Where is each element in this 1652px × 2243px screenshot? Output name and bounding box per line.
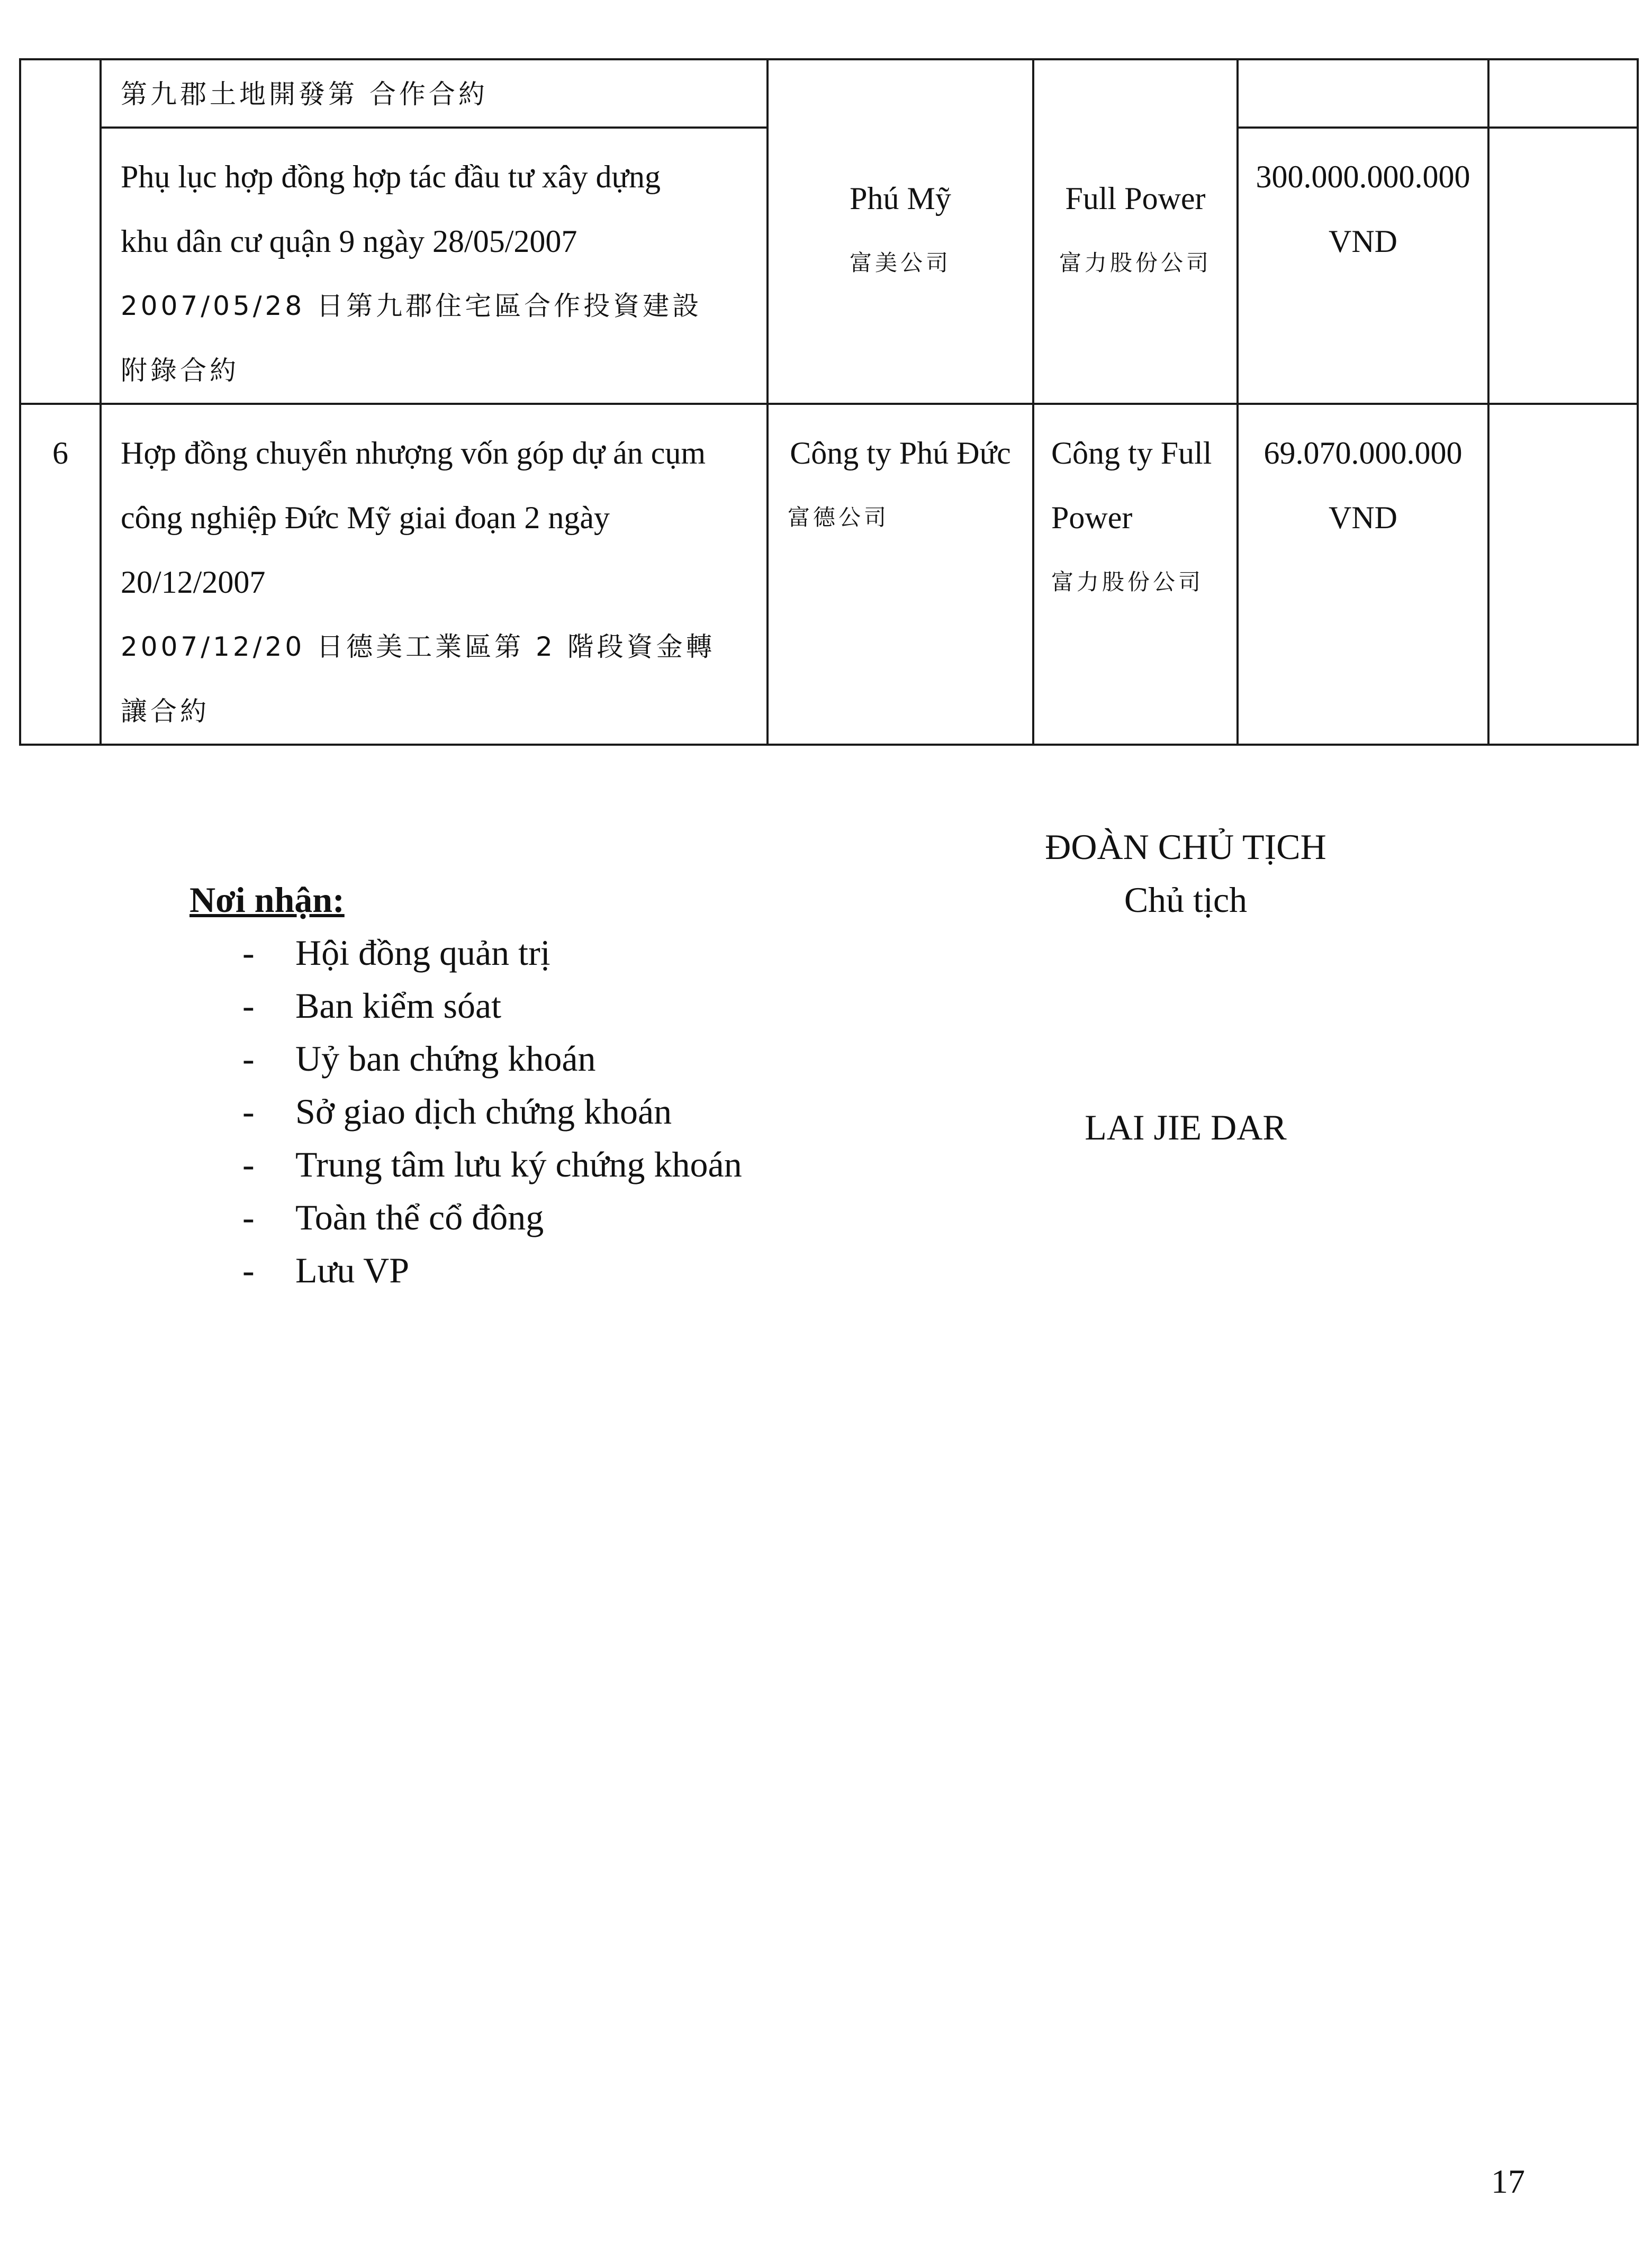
contract-title-cjk: 第九郡土地開發第 合作合約 <box>121 79 488 110</box>
party-b-name-line2: Power <box>1051 500 1133 535</box>
row-number-cell <box>20 404 101 745</box>
desc-line-cjk: 2007/05/28 日第九郡住宅區合作投資建設 <box>121 291 702 321</box>
description-cell <box>101 128 768 404</box>
recipient-label: Hội đồng quản trị <box>295 933 550 973</box>
list-dash: - <box>242 933 255 973</box>
party-a-cell <box>768 59 1033 404</box>
desc-line: khu dân cư quận 9 ngày 28/05/2007 <box>121 224 577 259</box>
list-dash: - <box>242 1091 255 1132</box>
recipient-label: Toàn thể cổ đông <box>295 1197 544 1237</box>
amount-currency: VND <box>1329 500 1397 535</box>
party-b-name: Full Power <box>1065 181 1206 216</box>
recipient-label: Trung tâm lưu ký chứng khoán <box>295 1144 742 1184</box>
recipient-label: Lưu VP <box>295 1250 410 1290</box>
amount-cell <box>1238 404 1488 745</box>
desc-line: 20/12/2007 <box>121 565 266 600</box>
recipients-list <box>189 926 742 1297</box>
party-b-name-cjk: 富力股份公司 <box>1051 569 1204 595</box>
amount-cell-top <box>1238 59 1488 128</box>
description-cell <box>101 404 768 745</box>
row-number: 6 <box>52 436 68 471</box>
list-dash: - <box>242 985 255 1026</box>
list-item <box>189 1032 742 1085</box>
party-a-name-cjk: 富美公司 <box>849 250 951 276</box>
description-cell <box>101 59 768 128</box>
list-item <box>189 926 742 979</box>
amount-cell <box>1238 128 1488 404</box>
row-number-cell <box>20 59 101 404</box>
desc-line-cjk: 讓合約 <box>121 696 210 727</box>
party-b-cell <box>1033 59 1238 404</box>
list-dash: - <box>242 1144 255 1184</box>
list-item <box>189 1085 742 1138</box>
recipient-label: Ban kiểm sóat <box>295 985 502 1026</box>
list-dash: - <box>242 1197 255 1237</box>
party-a-name-cjk: 富德公司 <box>788 504 890 530</box>
list-item <box>189 979 742 1032</box>
party-b-cell <box>1033 404 1238 745</box>
party-a-name: Phú Mỹ <box>850 181 951 216</box>
signature-org: ĐOÀN CHỦ TỊCH <box>1045 827 1326 867</box>
desc-line-cjk: 2007/12/20 日德美工業區第 2 階段資金轉 <box>121 631 716 662</box>
recipients-heading: Nơi nhận: <box>189 880 345 920</box>
party-a-cell <box>768 404 1033 745</box>
recipient-label: Sở giao dịch chứng khoán <box>295 1091 672 1132</box>
amount-value: 69.070.000.000 <box>1263 436 1463 471</box>
desc-line: Hợp đồng chuyển nhượng vốn góp dự án cụm <box>121 436 706 471</box>
note-cell <box>1488 404 1638 745</box>
signatory-name: LAI JIE DAR <box>1085 1107 1287 1147</box>
amount-currency: VND <box>1329 224 1397 259</box>
list-dash: - <box>242 1038 255 1079</box>
party-a-name: Công ty Phú Đức <box>790 436 1011 471</box>
list-item <box>189 1244 742 1297</box>
note-cell-top <box>1488 59 1638 128</box>
recipient-label: Uỷ ban chứng khoán <box>295 1038 596 1079</box>
table-row <box>20 404 1638 745</box>
desc-line-cjk: 附錄合約 <box>121 355 239 386</box>
list-dash: - <box>242 1250 255 1290</box>
list-item <box>189 1138 742 1191</box>
party-b-name-line1: Công ty Full <box>1051 436 1212 471</box>
page-number: 17 <box>1491 2163 1525 2200</box>
desc-line: công nghiệp Đức Mỹ giai đoạn 2 ngày <box>121 500 610 535</box>
list-item <box>189 1191 742 1244</box>
desc-line: Phụ lục hợp đồng hợp tác đầu tư xây dựng <box>121 159 661 194</box>
note-cell <box>1488 128 1638 404</box>
amount-value: 300.000.000.000 <box>1256 159 1470 194</box>
party-b-name-cjk: 富力股份公司 <box>1059 250 1212 276</box>
table-row <box>20 59 1638 128</box>
contracts-table <box>19 58 1639 746</box>
signature-role: Chủ tịch <box>1124 880 1248 920</box>
signature-block <box>974 820 1397 1154</box>
recipients-block <box>189 873 742 1297</box>
